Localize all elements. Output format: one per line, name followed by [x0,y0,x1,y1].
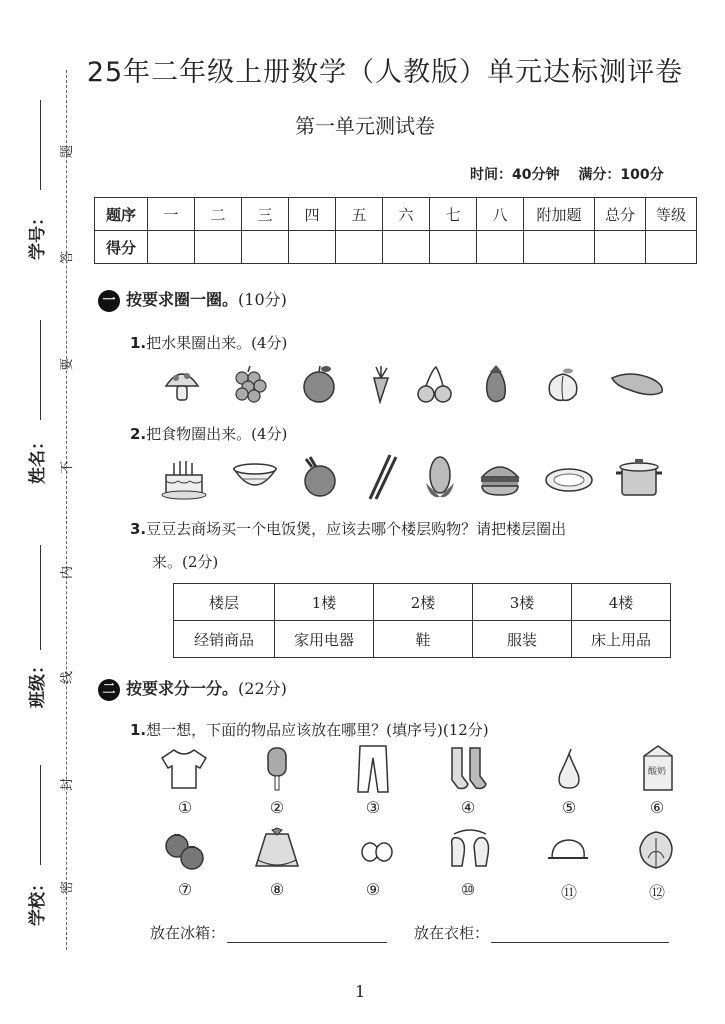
popsicle-icon [264,746,290,792]
chicken-leg-icon[interactable] [300,453,340,501]
tomatoes-icon [162,828,206,872]
sweet-potato-icon[interactable] [610,368,666,400]
seal-char: 要 [60,357,76,372]
seal-char: 内 [60,565,76,580]
page-title: 25年二年级上册数学（人教版）单元达标测评卷 [86,57,684,88]
item-label: ⑨ [365,880,381,899]
table-cell: 服装 [473,621,572,658]
score-cell[interactable] [148,231,195,264]
question-text: 把食物圈出来。(4分) [146,425,288,443]
class-line [40,545,41,650]
table-cell: 五 [336,198,383,231]
score-cell[interactable] [477,231,524,264]
hamburger-icon[interactable] [478,459,522,497]
pear-icon [554,748,584,790]
score-cell[interactable] [595,231,646,264]
section-badge: 一 [98,290,120,312]
carrot-icon[interactable] [366,364,396,404]
fridge-label: 放在冰箱： [150,924,226,942]
table-cell: 二 [195,198,242,231]
table-cell: 床上用品 [572,621,671,658]
page-number: 1 [355,982,366,1001]
floor-cell[interactable]: 2楼 [374,584,473,621]
table-cell: 六 [383,198,430,231]
floor-cell[interactable]: 3楼 [473,584,572,621]
cabbage-icon [636,828,676,872]
milk-carton-icon [640,744,676,792]
item-label: ⑩ [460,880,476,899]
cap-icon [546,838,590,866]
seal-char: 封 [60,777,76,792]
section-title: 按要求分一分。 [126,679,239,698]
pot-icon[interactable] [614,455,664,499]
item-label: ⑪ [560,883,577,902]
bowl-icon[interactable] [232,461,278,495]
section-2-heading [98,676,287,701]
question-text: 想一想，下面的物品应该放在哪里？(填序号)(12分) [146,721,489,739]
student-id-line [40,100,41,190]
question-text: 把水果圈出来。(4分) [146,334,288,352]
section-1-heading [98,287,287,312]
floor-table [173,583,671,658]
score-table-score-row [95,231,697,264]
item-label: ⑦ [177,880,193,899]
floor-cell[interactable]: 4楼 [572,584,671,621]
socks-icon [446,746,490,792]
mittens-icon [446,826,494,874]
milk-carton-text: 酸奶 [648,767,667,777]
apple-icon[interactable] [300,364,338,404]
item-label: ② [269,798,285,817]
item-label: ⑥ [649,798,665,817]
skirt-icon [252,826,302,872]
score-table [94,197,697,264]
seal-char: 答 [60,250,76,265]
table-cell: 得分 [95,231,148,264]
shirt-icon [160,746,208,790]
question-number: 3. [130,520,147,538]
table-cell: 等级 [646,198,697,231]
eggplant-icon[interactable] [480,362,514,406]
question-number: 2. [130,425,147,443]
score-cell[interactable] [383,231,430,264]
binding-dashed-line [66,70,67,950]
item-label: ③ [365,798,381,817]
chopsticks-icon[interactable] [364,453,400,501]
eggs-icon [360,840,394,864]
item-label: ④ [460,798,476,817]
score-cell[interactable] [430,231,477,264]
name-label: 姓名： [28,433,48,484]
question-number: 1. [130,721,147,739]
seal-char: 题 [60,144,76,159]
mushroom-icon[interactable] [164,366,200,404]
school-label: 学校： [28,875,48,926]
seal-char: 密 [60,880,76,895]
plate-icon[interactable] [544,465,594,495]
cherries-icon[interactable] [416,364,454,404]
items-row-2 [150,826,690,906]
table-cell: 经销商品 [174,621,275,658]
table-cell: 楼层 [174,584,275,621]
score-cell[interactable] [524,231,595,264]
section-badge: 二 [98,679,120,701]
score-cell[interactable] [195,231,242,264]
time-info [470,164,664,184]
closet-answer [414,922,669,943]
question-1-2 [130,423,287,444]
question-text: 豆豆去商场买一个电饭煲，应该去哪个楼层购物？请把楼层圈出 [146,520,567,538]
class-label: 班级： [28,657,48,708]
score-cell[interactable] [289,231,336,264]
table-cell: 八 [477,198,524,231]
peach-icon[interactable] [544,366,582,404]
closet-label: 放在衣柜： [414,924,490,942]
fruit-icon-row [160,362,680,408]
question-1-3 [130,518,566,539]
corn-icon[interactable] [422,453,458,501]
table-cell: 三 [242,198,289,231]
section-points: (22分) [238,679,287,698]
score-cell[interactable] [646,231,697,264]
fridge-answer-line[interactable] [227,926,387,943]
table-cell: 总分 [595,198,646,231]
time-limit: 时间：40分钟 [470,167,560,183]
score-cell[interactable] [242,231,289,264]
table-cell: 附加题 [524,198,595,231]
item-label: ⑧ [269,880,285,899]
student-id-label: 学号： [28,209,48,260]
table-cell: 题序 [95,198,148,231]
section-title: 按要求圈一圈。 [126,290,239,309]
floor-table-header-row [174,584,671,621]
page-subtitle: 第一单元测试卷 [295,114,435,138]
score-cell[interactable] [336,231,383,264]
table-cell: 家用电器 [275,621,374,658]
table-cell: 七 [430,198,477,231]
table-cell: 四 [289,198,336,231]
cake-icon[interactable] [160,455,208,501]
score-table-header-row [95,198,697,231]
seal-char: 不 [60,460,76,475]
item-label: ① [177,798,193,817]
item-label: ⑫ [648,883,665,902]
question-number: 1. [130,334,147,352]
items-row-1 [150,744,690,824]
item-label: ⑤ [561,798,577,817]
fridge-answer [150,922,387,943]
seal-char: 线 [60,670,76,685]
question-1-3-cont: 来。(2分) [152,553,219,571]
table-cell: 一 [148,198,195,231]
closet-answer-line[interactable] [491,926,669,943]
food-icon-row [160,453,680,503]
floor-table-goods-row [174,621,671,658]
table-cell: 鞋 [374,621,473,658]
name-line [40,320,41,420]
question-1-1 [130,332,287,353]
school-line [40,765,41,865]
grapes-icon[interactable] [232,364,268,404]
full-score: 满分：100分 [578,167,664,183]
pants-icon [356,744,390,794]
section-points: (10分) [238,290,287,309]
question-2-1 [130,719,489,740]
floor-cell[interactable]: 1楼 [275,584,374,621]
